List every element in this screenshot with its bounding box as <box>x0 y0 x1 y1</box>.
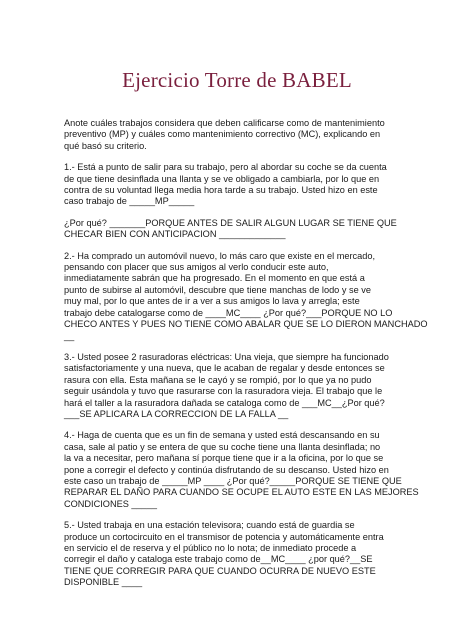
exercise-4-paragraph <box>64 430 419 510</box>
paragraph-line: __ <box>64 330 75 341</box>
paragraph-line: muy mal, por lo que antes de ir a ver a sus amigos lo lava y arregla; este <box>64 296 360 307</box>
paragraph-line: 3.- Usted posee 2 rasuradoras eléctricas: Una vieja, que siempre ha funcionado <box>64 351 389 362</box>
paragraph-line: caso trabajo de _____MP_____ <box>64 196 195 207</box>
exercise-1-answer-paragraph <box>64 218 416 241</box>
paragraph-line: satisfactoriamente y una nueva, que le acaban de regalar y desde entonces se <box>64 363 385 374</box>
document-title: Ejercicio Torre de BABEL <box>122 68 352 92</box>
exercise-2-paragraph <box>64 250 428 342</box>
exercise-1-paragraph <box>64 162 416 208</box>
document-body <box>64 118 428 599</box>
intro-line: qué basó su criterio. <box>64 140 147 151</box>
paragraph-line: ¿Por qué? _______PORQUE ANTES DE SALIR ALGUN LUGAR SE TIENE QUE <box>64 217 397 228</box>
paragraph-line: 2.- Ha comprado un automóvil nuevo, lo más caro que existe en el mercado, <box>64 250 376 261</box>
paragraph-line: ___SE APLICARA LA CORRECCION DE LA FALLA __ <box>64 408 289 419</box>
paragraph-line: produce un cortocircuito en el transmisor de potencia y automáticamente entra <box>64 531 384 542</box>
paragraph-line: CONDICIONES _____ <box>64 498 157 509</box>
paragraph-line: 1.- Está a punto de salir para su trabajo, pero al abordar su coche se da cuenta <box>64 162 387 173</box>
paragraph-line: la va a necesitar, pero mañana sí porque tiene que ir a la oficina, por lo que se <box>64 453 384 464</box>
paragraph-line: DISPONIBLE ____ <box>64 577 143 588</box>
paragraph-line: en servicio el de reserva y el público no lo nota; de inmediato procede a <box>64 543 357 553</box>
paragraph-line: TIENE QUE CORREGIR PARA QUE CUANDO OCURRA DE NUEVO ESTE <box>64 565 376 576</box>
paragraph-line: este caso un trabajo de _____MP ____ ¿Por qué?_____PORQUE SE TIENE QUE <box>64 475 402 486</box>
paragraph-line: CHECAR BIEN CON ANTICIPACION _____________ <box>64 229 286 240</box>
paragraph-line: pensando con placer que sus amigos al verlo conducir este auto, <box>64 262 329 273</box>
intro-paragraph <box>64 118 416 152</box>
paragraph-line: contra de su voluntad llega media hora tarde a su trabajo. Usted hizo en este <box>64 185 378 196</box>
paragraph-line: seguir usándola y tuvo que rasurarse con la rasuradora vieja. El trabajo que le <box>64 386 383 397</box>
paragraph-line: inmediatamente sabrán que ha progresado. En el momento en que está a <box>64 273 365 284</box>
paragraph-line: REPARAR EL DAÑO PARA CUANDO SE OCUPE EL AUTO ESTE EN LAS MEJORES <box>64 487 419 498</box>
paragraph-line: CHECO ANTES Y PUES NO TIENE COMO ABALAR QUE SE LO DIERON MANCHADO <box>64 319 428 330</box>
paragraph-line: hará el taller a la rasuradora dañada se cataloga como de ___MC__¿Por qué? <box>64 397 385 408</box>
paragraph-line: pone a corregir el defecto y continúa disfrutando de su descanso. Usted hizo en <box>64 464 389 475</box>
paragraph-line: corregir el daño y cataloga este trabajo como de__MC____ ¿por qué?__SE <box>64 554 373 565</box>
exercise-5-paragraph <box>64 520 416 588</box>
intro-line: Anote cuáles trabajos considera que deben calificarse como de mantenimiento <box>64 118 385 128</box>
paragraph-line: 5.- Usted trabaja en una estación televisora; cuando está de guardia se <box>64 520 355 531</box>
paragraph-line: casa, sale al patio y se entera de que su coche tiene una llanta desinflada; no <box>64 441 381 452</box>
paragraph-line: trabajo debe catalogarse como de ____MC____ ¿Por qué?___PORQUE NO LO <box>64 307 393 318</box>
paragraph-line: rasura con ella. Esta mañana se le cayó y se rompió, por lo que ya no pudo <box>64 374 372 385</box>
paragraph-line: de que tiene desinflada una llanta y se ve obligado a cambiarla, por lo que en <box>64 173 380 184</box>
intro-line: preventivo (MP) y cuáles como mantenimiento correctivo (MC), explicando en <box>64 129 381 140</box>
paragraph-line: punto de subirse al automóvil, descubre que tiene manchas de lodo y se ve <box>64 284 371 295</box>
exercise-3-paragraph <box>64 352 416 420</box>
paragraph-line: 4.- Haga de cuenta que es un fin de semana y usted está descansando en su <box>64 430 380 441</box>
